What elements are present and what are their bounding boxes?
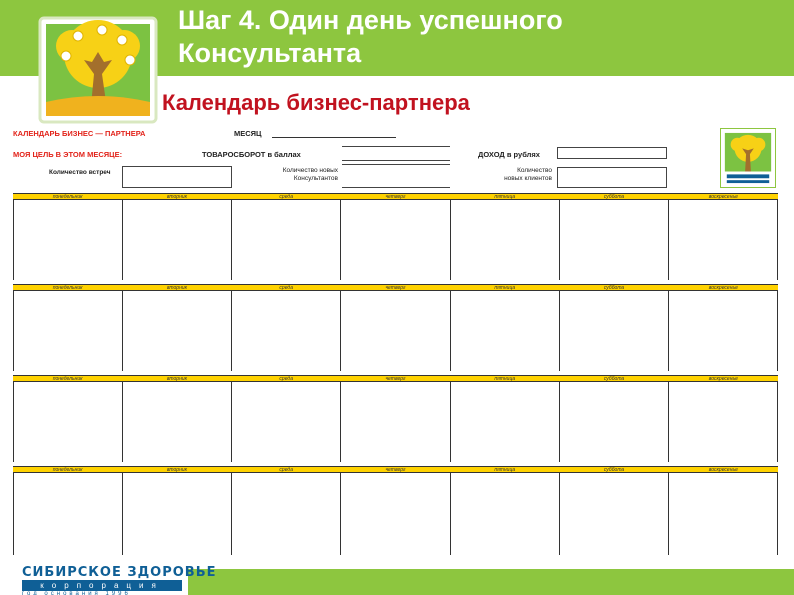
month-label: МЕСЯЦ: [234, 129, 262, 138]
day-name: четверг: [385, 285, 406, 290]
income-field[interactable]: [557, 147, 667, 159]
calendar-form-title: КАЛЕНДАРЬ БИЗНЕС — ПАРТНЕРА: [13, 129, 146, 138]
day-name: среда: [279, 194, 293, 199]
day-name: пятница: [494, 194, 516, 199]
day-cell[interactable]: [14, 382, 123, 462]
day-cell[interactable]: [123, 291, 232, 371]
day-cell[interactable]: [232, 473, 341, 555]
day-cell[interactable]: [123, 382, 232, 462]
day-name: пятница: [494, 285, 516, 290]
day-header-row: [13, 375, 778, 382]
day-cell[interactable]: [560, 382, 669, 462]
day-name: среда: [279, 376, 293, 381]
slide-title: [178, 4, 563, 70]
day-cell[interactable]: [14, 200, 123, 280]
turnover-label: ТОВАРОСБОРОТ в баллах: [202, 150, 301, 159]
day-name: среда: [279, 467, 293, 472]
day-cell[interactable]: [232, 382, 341, 462]
brand-since: год основания 1996: [22, 591, 131, 595]
day-name: воскресенье: [708, 376, 738, 381]
slide-title-line-1: Шаг 4. Один день успешного: [178, 5, 563, 35]
day-cell[interactable]: [14, 291, 123, 371]
income-label: ДОХОД в рублях: [478, 150, 540, 159]
day-name: воскресенье: [708, 285, 738, 290]
day-name: четверг: [385, 376, 406, 381]
day-name: суббота: [603, 467, 625, 472]
day-cell[interactable]: [232, 291, 341, 371]
day-name: суббота: [603, 376, 625, 381]
day-name: воскресенье: [708, 194, 738, 199]
day-cell[interactable]: [560, 291, 669, 371]
new-clients-label: [488, 167, 552, 183]
day-name: понедельник: [52, 467, 83, 472]
day-name: пятница: [494, 376, 516, 381]
new-clients-label-line-2: новых клиентов: [504, 175, 552, 182]
day-name: вторник: [166, 194, 187, 199]
new-consultants-label: [270, 167, 338, 183]
day-cell-row: [13, 291, 778, 371]
new-consultants-label-line-2: Консультантов: [293, 175, 338, 182]
day-name: четверг: [385, 194, 406, 199]
day-cell[interactable]: [123, 200, 232, 280]
day-header-row: [13, 193, 778, 200]
day-name: суббота: [603, 194, 625, 199]
day-cell[interactable]: [669, 473, 778, 555]
brand-corp: корпорация: [22, 580, 182, 591]
day-header-row: [13, 466, 778, 473]
tree-logo-icon: [38, 16, 158, 124]
new-clients-label-line-1: Количество: [517, 167, 552, 174]
goal-label: МОЯ ЦЕЛЬ В ЭТОМ МЕСЯЦЕ:: [13, 150, 123, 159]
calendar-week: [13, 375, 778, 462]
day-cell[interactable]: [341, 291, 450, 371]
tree-logo-icon: [720, 128, 776, 188]
day-cell[interactable]: [451, 382, 560, 462]
new-consultants-label-line-1: Количество новых: [282, 167, 338, 174]
slide-title-line-2: Консультанта: [178, 38, 362, 68]
day-cell[interactable]: [341, 382, 450, 462]
day-cell[interactable]: [669, 200, 778, 280]
day-cell-row: [13, 473, 778, 555]
brand-logo: [22, 565, 217, 595]
day-name: вторник: [166, 376, 187, 381]
turnover-field[interactable]: [342, 146, 450, 161]
day-cell[interactable]: [341, 473, 450, 555]
day-cell[interactable]: [451, 291, 560, 371]
day-cell[interactable]: [560, 200, 669, 280]
calendar-week: [13, 284, 778, 371]
meetings-field[interactable]: [122, 166, 232, 188]
day-cell[interactable]: [669, 291, 778, 371]
calendar-week: [13, 466, 778, 555]
day-name: пятница: [494, 467, 516, 472]
day-cell[interactable]: [14, 473, 123, 555]
day-cell-row: [13, 200, 778, 280]
meetings-label: Количество встреч: [49, 169, 111, 176]
day-name: суббота: [603, 285, 625, 290]
calendar-week: [13, 193, 778, 280]
new-consultants-field[interactable]: [342, 164, 450, 188]
day-name: воскресенье: [708, 467, 738, 472]
day-cell[interactable]: [341, 200, 450, 280]
day-cell[interactable]: [560, 473, 669, 555]
brand-name: СИБИРСКОЕ ЗДОРОВЬЕ: [22, 565, 217, 580]
new-clients-field[interactable]: [557, 167, 667, 188]
day-name: четверг: [385, 467, 406, 472]
day-cell-row: [13, 382, 778, 462]
day-name: среда: [279, 285, 293, 290]
day-name: понедельник: [52, 376, 83, 381]
calendar-grid: [13, 193, 778, 555]
day-cell[interactable]: [451, 200, 560, 280]
day-name: вторник: [166, 467, 187, 472]
day-name: понедельник: [52, 285, 83, 290]
day-cell[interactable]: [669, 382, 778, 462]
day-cell[interactable]: [123, 473, 232, 555]
day-cell[interactable]: [232, 200, 341, 280]
day-name: вторник: [166, 285, 187, 290]
day-name: понедельник: [52, 194, 83, 199]
slide-subtitle: Календарь бизнес-партнера: [162, 90, 470, 115]
month-field[interactable]: [272, 137, 396, 138]
day-cell[interactable]: [451, 473, 560, 555]
day-header-row: [13, 284, 778, 291]
